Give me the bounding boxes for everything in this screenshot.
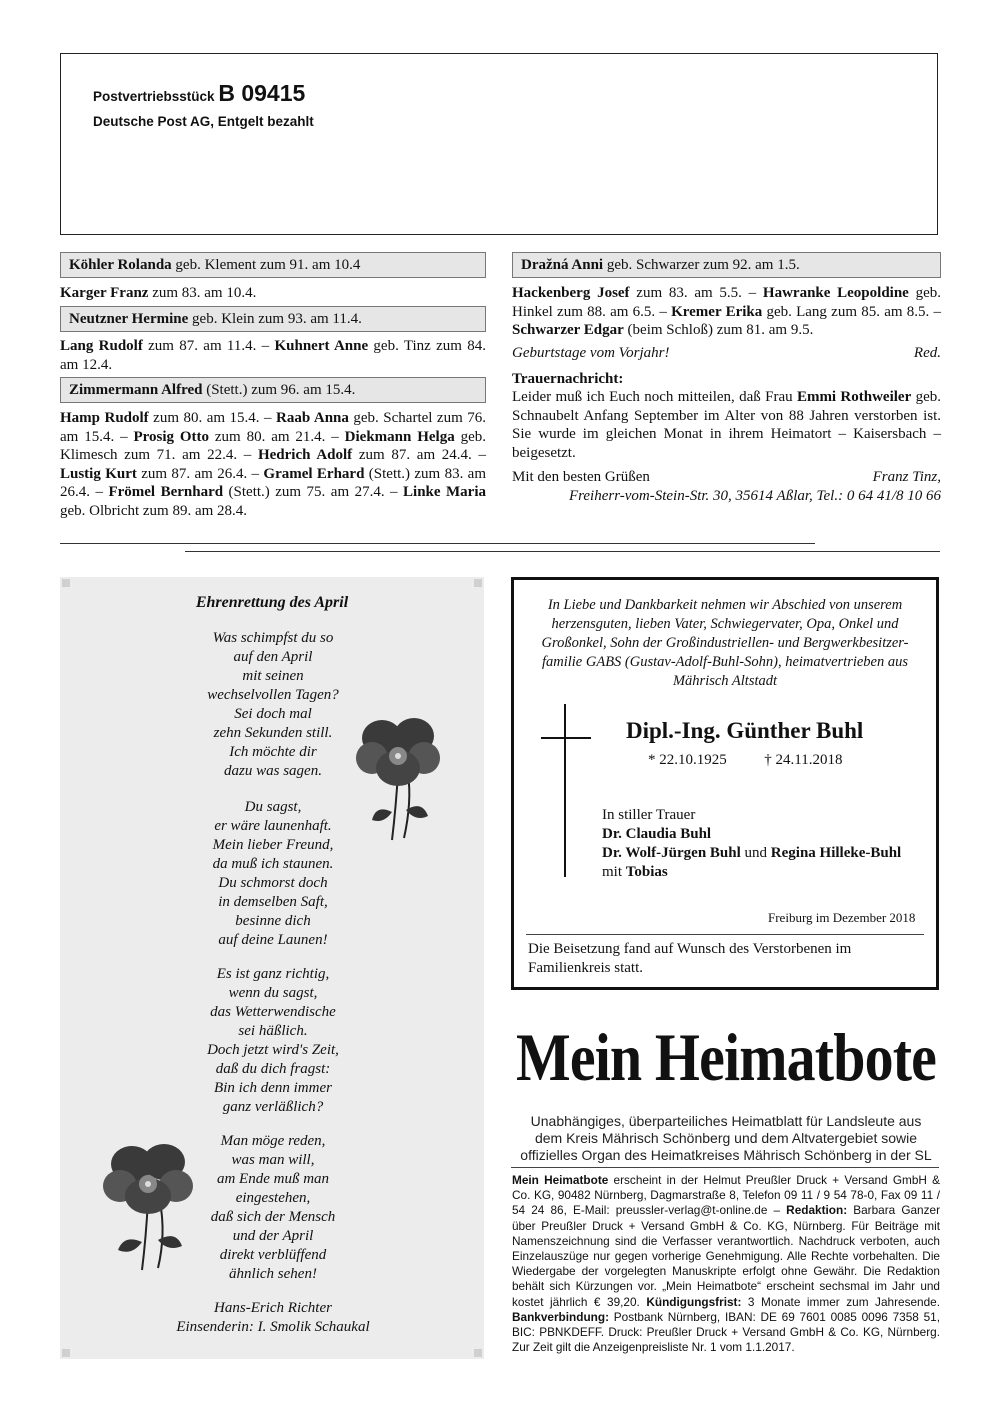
birthday-name: Karger Franz	[60, 285, 149, 301]
mourning-text: Leider muß ich Euch noch mitteilen, daß Frau Emmi Rothweiler geb. Schnaubelt Anfang September im Alter von 88 Jahren verstorben ist. Sie wurde im gleichen Monat in ihrem Heimatort – Kaisersbach – beigesetzt.	[512, 389, 941, 461]
pansy-flower-icon	[100, 1138, 196, 1273]
notice-intro: In Liebe und Dankbarkeit nehmen wir Abschied von unserem herzensguten, lieben Vater, Schwiegervater, Opa, Onkel und Großonkel, Sohn der Großindustriellen- und Bergwerkbesitzer- familie GABS (Gustav-Adolf-Buhl-Sohn), heimatvertrieben aus Mährisch Altstadt	[541, 597, 909, 689]
burial-note: Die Beisetzung fand auf Wunsch des Verstorbenen im Familienkreis statt.	[528, 941, 852, 976]
birthday-bar-1	[60, 252, 486, 278]
divider-rule	[185, 551, 940, 552]
mourner-name: Regina Hilleke-Buhl	[770, 845, 902, 861]
author-name: Franz Tinz,	[872, 469, 941, 485]
postage-paid-line: Deutsche Post AG, Entgelt bezahlt	[93, 114, 314, 129]
deceased-name: Dipl.-Ing. Günther Buhl	[626, 718, 864, 743]
birthday-name: Dražná Anni	[521, 257, 604, 273]
birthday-detail: zum 83. am 10.4.	[148, 285, 257, 301]
death-date: † 24.11.2018	[764, 752, 843, 768]
poem-stanza-2: Du sagst, er wäre launenhaft. Mein lieber Freund, da muß ich staunen. Du schmorst doch in demselben Saft, besinne dich auf deine Launen!	[212, 799, 334, 948]
birthday-detail: zum 87. am 11.4. –	[142, 338, 275, 354]
greeting: Mit den besten Grüßen	[512, 469, 650, 485]
birthday-paragraph-3	[60, 337, 486, 374]
mourners-list: In stiller Trauer Dr. Claudia Buhl Dr. Wolf-Jürgen Buhl und Regina Hilleke-Buhl mit Tobias	[602, 807, 902, 880]
poem-credits	[153, 1299, 393, 1337]
panel-corner	[62, 1349, 70, 1357]
birthday-bar-3	[60, 377, 486, 403]
mourning-title: Trauernachricht:	[512, 371, 624, 387]
cross-icon-bar	[541, 737, 591, 739]
masthead-tagline: Unabhängiges, überparteiliches Heimatblatt für Landsleute aus dem Kreis Mährisch Schönberg und dem Altvatergebiet sowie offizielles Organ des Heimatkreises Mährisch Schönberg in der SL	[520, 1113, 932, 1163]
notice-place-date: Freiburg im Dezember 2018	[768, 910, 916, 925]
birthday-paragraph-right: Hackenberg Josef zum 83. am 5.5. – Hawranke Leopoldine geb. Hinkel zum 88. am 6.5. – Kremer Erika geb. Lang zum 85. am 8.5. – Schwarzer Edgar (beim Schloß) zum 81. am 9.5.	[512, 285, 941, 339]
mourner-name: Dr. Wolf-Jürgen Buhl	[602, 845, 741, 861]
birth-date: * 22.10.1925	[648, 752, 727, 768]
postal-code: B 09415	[218, 80, 306, 106]
birthday-detail: geb. Schwarzer zum 92. am 1.5.	[603, 257, 800, 273]
masthead-logo	[511, 1000, 941, 1110]
birthday-detail: geb. Klement zum 91. am 10.4	[171, 257, 361, 273]
poem-stanza-3: Es ist ganz richtig, wenn du sagst, das Wetterwendische sei häßlich. Doch jetzt wird's Zeit, daß du dich fragst: Bin ich denn immer ganz verläßlich?	[207, 966, 339, 1115]
notice-divider	[526, 934, 924, 935]
birthday-name: Neutzner Hermine	[69, 311, 189, 327]
birthday-detail: geb. Klein zum 93. am 11.4.	[188, 311, 362, 327]
poem-stanza-4: Man möge reden, was man will, am Ende muß man eingestehen, daß sich der Mensch und der April direkt verblüffend ähnlich sehen!	[210, 1133, 336, 1282]
birthday-name: Kuhnert Anne	[274, 338, 369, 354]
mourner-name: Tobias	[625, 864, 668, 880]
birthday-detail: geb. Tinz zum 84. am 12.4.	[60, 338, 486, 373]
previous-year-line	[512, 344, 941, 363]
author-address: Freiherr-vom-Stein-Str. 30, 35614 Aßlar, Tel.: 0 64 41/8 10 66	[568, 488, 941, 504]
panel-corner	[474, 1349, 482, 1357]
birthday-name: Zimmermann Alfred	[69, 382, 203, 398]
poem-submitter: Einsenderin: I. Smolik Schaukal	[176, 1319, 370, 1335]
birthday-name: Köhler Rolanda	[69, 257, 172, 273]
panel-corner	[474, 579, 482, 587]
imprint: Mein Heimatbote erscheint in der Helmut Preußler Druck + Versand GmbH & Co. KG, 90482 Nürnberg, Dagmarstraße 8, Telefon 09 11 / 9 54 78-0, Fax 09 11 / 54 24 86, E-Mail: preussler-verlag@t-online.de – Redaktion: Barbara Ganzer über Preußler Druck + Versand GmbH & Co. KG, Nürnberg. Für Beiträge mit Namenszeichnung sind die Verfasser verantwortlich. Nachdruck verboten, auch Einzelauszüge nur gegen vorherige Genehmigung. Alle Rechte vorbehalten. Die Wiedergabe der vorgelegten Manuskripte erfolgt ohne Gewähr. Die Redaktion behält sich Kürzungen vor. „Mein Heimatbote“ erscheint sechsmal im Jahr und kostet jährlich € 39,20. Kündigungsfrist: 3 Monate immer zum Jahresende. Bankverbindung: Postbank Nürnberg, IBAN: DE 69 7601 0085 0096 7358 51, BIC: PBNKDEFF. Druck: Preußler Druck + Versand GmbH & Co. KG, Nürnberg. Zur Zeit gilt die Anzeigenpreisliste Nr. 1 vom 1.1.2017.	[512, 1173, 940, 1355]
mourn-intro: In stiller Trauer	[602, 807, 696, 823]
poem-author: Hans-Erich Richter	[214, 1300, 332, 1316]
panel-corner	[62, 579, 70, 587]
birthday-name: Lang Rudolf	[60, 338, 143, 354]
previous-year-note: Geburtstage vom Vorjahr!	[512, 345, 670, 361]
birthday-paragraph-4: Hamp Rudolf zum 80. am 15.4. – Raab Anna geb. Schartel zum 76. am 15.4. – Prosig Otto zum 80. am 21.4. – Diekmann Helga geb. Klimesch zum 71. am 22.4. – Hedrich Adolf zum 87. am 24.4. – Lustig Kurt zum 87. am 26.4. – Gramel Erhard (Stett.) zum 83. am 26.4. – Frömel Bernhard (Stett.) zum 75. am 27.4. – Linke Maria geb. Olbricht zum 89. am 28.4.	[60, 410, 487, 519]
masthead-title: Mein Heimatbote	[516, 1019, 936, 1095]
birthday-detail: (Stett.) zum 96. am 15.4.	[202, 382, 356, 398]
postal-code-line	[93, 80, 305, 107]
greeting-line	[512, 468, 941, 487]
tagline-divider	[511, 1167, 939, 1168]
pansy-flower-icon	[352, 712, 444, 842]
birthday-line-2	[60, 284, 486, 303]
poem-stanza-1: Was schimpfst du so auf den April mit seinen wechselvollen Tagen? Sei doch mal zehn Sekunden still. Ich möchte dir dazu was sagen.	[207, 630, 339, 779]
divider-rule	[60, 543, 815, 544]
poem-title: Ehrenrettung des April	[195, 594, 349, 611]
birthday-bar-2	[60, 306, 486, 332]
mourner-name: Dr. Claudia Buhl	[602, 826, 712, 842]
editor-signature: Red.	[913, 345, 941, 361]
postal-prefix: Postvertriebsstück	[93, 89, 215, 104]
cross-icon	[564, 704, 566, 877]
birthday-bar-right	[512, 252, 941, 278]
life-dates	[648, 752, 842, 769]
